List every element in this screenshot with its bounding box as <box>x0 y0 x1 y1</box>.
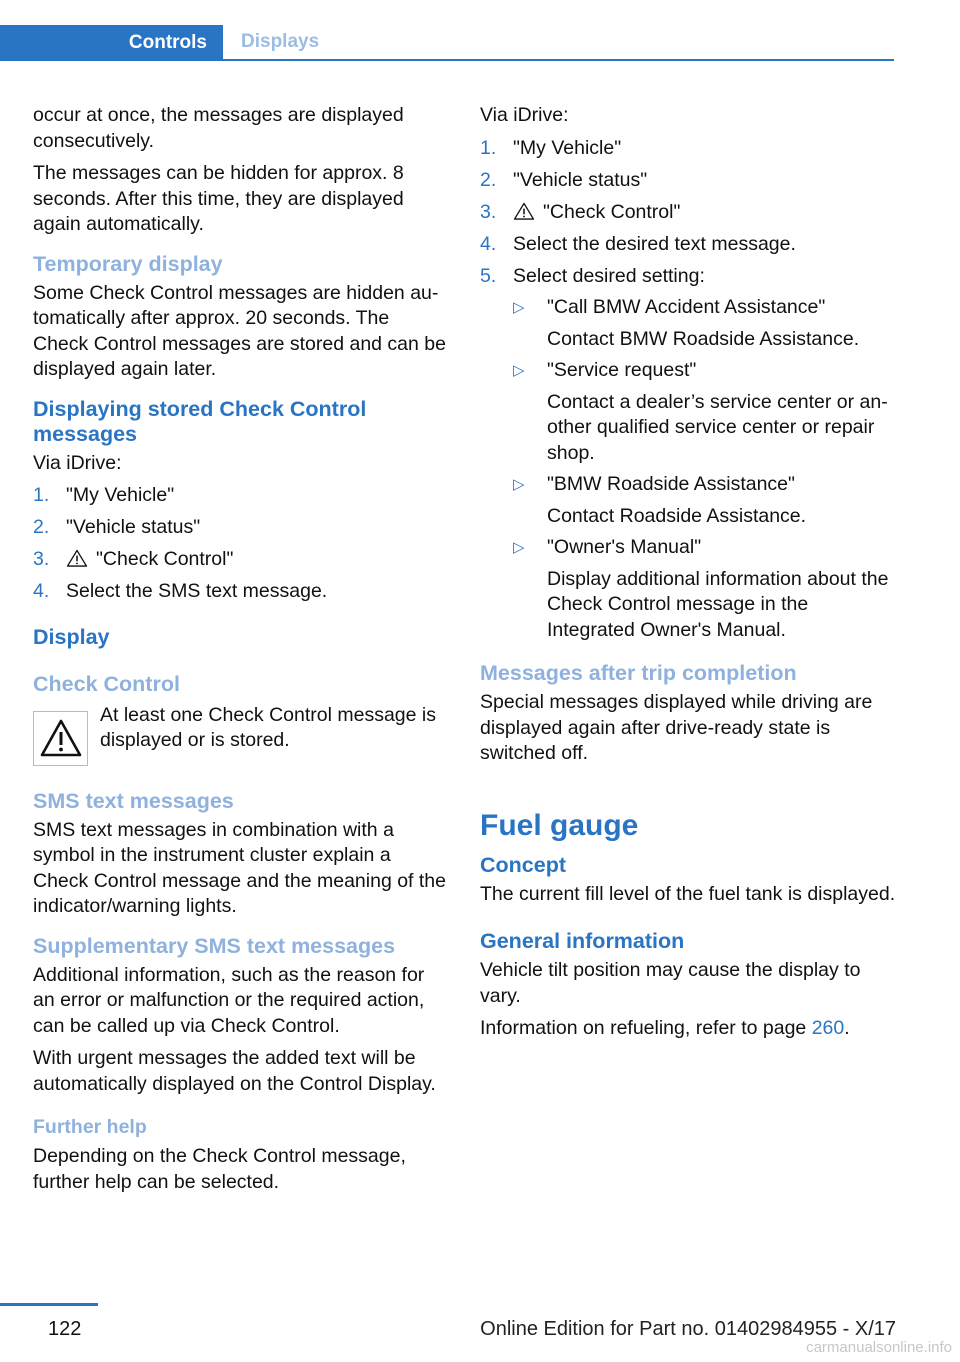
section-tab-bar <box>0 25 894 61</box>
refueling-reference <box>480 1016 900 1042</box>
step-number: 2. <box>33 516 50 538</box>
step-number: 4. <box>480 232 497 255</box>
settings-options-list <box>513 295 900 643</box>
list-item <box>480 264 900 644</box>
step-text: Select desired setting: <box>513 264 705 287</box>
tab-controls[interactable]: Controls <box>0 25 223 61</box>
paragraph: Vehicle tilt position may cause the display to vary. <box>480 959 861 1007</box>
option-description: Display additional information about the Check Control message in the Integrated Owner's Manual. <box>547 567 889 641</box>
option-description: Contact Roadside Assistance. <box>547 504 807 527</box>
heading-check-control: Check Control <box>33 671 180 696</box>
heading-display: Display <box>33 624 110 649</box>
list-item <box>33 515 449 541</box>
paragraph: The current fill level of the fuel tank is displayed. <box>480 882 896 905</box>
option-label: "Owner's Manual" <box>547 536 702 558</box>
step-number: 1. <box>33 484 50 506</box>
heading-messages-after-trip: Messages after trip completion <box>480 661 797 685</box>
option-label: "Service request" <box>547 359 697 381</box>
watermark-text: carmanualsonline.info <box>806 1339 952 1356</box>
step-text: Select the desired text message. <box>513 232 796 255</box>
step-number: 2. <box>480 168 497 191</box>
heading-temporary-display: Temporary display <box>33 251 223 276</box>
heading-displaying-stored: Displaying stored Check Control messages <box>33 396 367 446</box>
step-text: "My Vehicle" <box>66 484 175 506</box>
paragraph: With urgent messages the added text will be automatically displayed on the Control Display. <box>33 1047 436 1095</box>
option-label: "BMW Roadside Assistance" <box>547 473 795 495</box>
list-item <box>33 579 449 605</box>
footer-rule <box>0 1303 98 1306</box>
heading-general-information: General information <box>480 929 685 953</box>
warning-triangle-icon <box>33 711 88 766</box>
list-item <box>33 483 449 509</box>
step-text: "Vehicle status" <box>66 516 201 538</box>
check-control-text: At least one Check Control message is displayed or is stored. <box>100 703 436 751</box>
step-number: 3. <box>480 200 497 223</box>
step-text: Select the SMS text message. <box>66 580 328 602</box>
paragraph: Special messages displayed while driving are displayed again after drive-ready state is switched off. <box>480 691 873 764</box>
right-column <box>480 103 900 1049</box>
option-description: Contact a dealer’s service center or another qualified service center or repair shop. <box>547 390 888 464</box>
heading-supplementary-sms: Supplementary SMS text messages <box>33 933 396 958</box>
refueling-suffix: . <box>844 1017 850 1039</box>
left-column <box>33 103 449 1202</box>
triangle-bullet-icon: ▷ <box>513 539 525 556</box>
paragraph: Some Check Control messages are hidden automatically after approx. 20 seconds. The Check Control messages are stored and can be displayed again later. <box>33 281 446 380</box>
list-item <box>480 168 900 194</box>
paragraph: Additional information, such as the reason for an error or malfunction or the required action, can be called up via Check Control. <box>33 963 425 1037</box>
heading-sms-text-messages: SMS text messages <box>33 788 234 813</box>
step-number: 1. <box>480 136 497 159</box>
list-item <box>480 136 900 162</box>
page-number: 122 <box>48 1318 82 1340</box>
step-number: 3. <box>33 548 50 570</box>
heading-concept: Concept <box>480 852 566 877</box>
check-control-block <box>33 703 449 761</box>
option-item <box>513 535 900 643</box>
edition-note: Online Edition for Part no. 01402984955 - X/17 <box>480 1318 896 1340</box>
option-description: Contact BMW Roadside Assistance. <box>547 327 860 350</box>
step-number: 5. <box>480 264 497 287</box>
list-item <box>33 547 449 573</box>
list-item <box>480 200 900 226</box>
via-idrive-label: Via iDrive: <box>33 451 122 474</box>
page-link[interactable]: 260 <box>811 1017 845 1039</box>
paragraph: The messages can be hidden for approx. 8 seconds. After this time, they are displayed again automatically. <box>33 162 404 235</box>
paragraph: Depending on the Check Control message, further help can be selected. <box>33 1145 406 1193</box>
steps-list <box>480 136 900 644</box>
option-item <box>513 358 900 466</box>
warning-triangle-icon <box>513 202 535 220</box>
paragraph: SMS text messages in combination with a symbol in the instrument cluster explain a Check Control message and the meaning of the indicator/warning lights. <box>33 818 446 917</box>
step-text: "Check Control" <box>96 548 234 570</box>
via-idrive-label: Via iDrive: <box>480 104 569 126</box>
option-item <box>513 295 900 352</box>
step-text: "My Vehicle" <box>513 136 622 159</box>
step-text: "Check Control" <box>543 200 681 223</box>
refueling-text: Information on refueling, refer to page <box>480 1017 812 1039</box>
step-text: "Vehicle status" <box>513 168 648 191</box>
triangle-bullet-icon: ▷ <box>513 362 525 379</box>
paragraph: occur at once, the messages are displayed consecutively. <box>33 104 404 152</box>
triangle-bullet-icon: ▷ <box>513 299 525 316</box>
tab-displays[interactable]: Displays <box>223 25 894 61</box>
steps-list <box>33 483 449 605</box>
step-number: 4. <box>33 580 50 602</box>
triangle-bullet-icon: ▷ <box>513 476 525 493</box>
heading-further-help: Further help <box>33 1116 147 1138</box>
option-item <box>513 472 900 529</box>
heading-fuel-gauge: Fuel gauge <box>480 808 639 842</box>
list-item <box>480 232 900 258</box>
warning-triangle-icon <box>66 549 88 567</box>
option-label: "Call BMW Accident Assistance" <box>547 296 826 318</box>
